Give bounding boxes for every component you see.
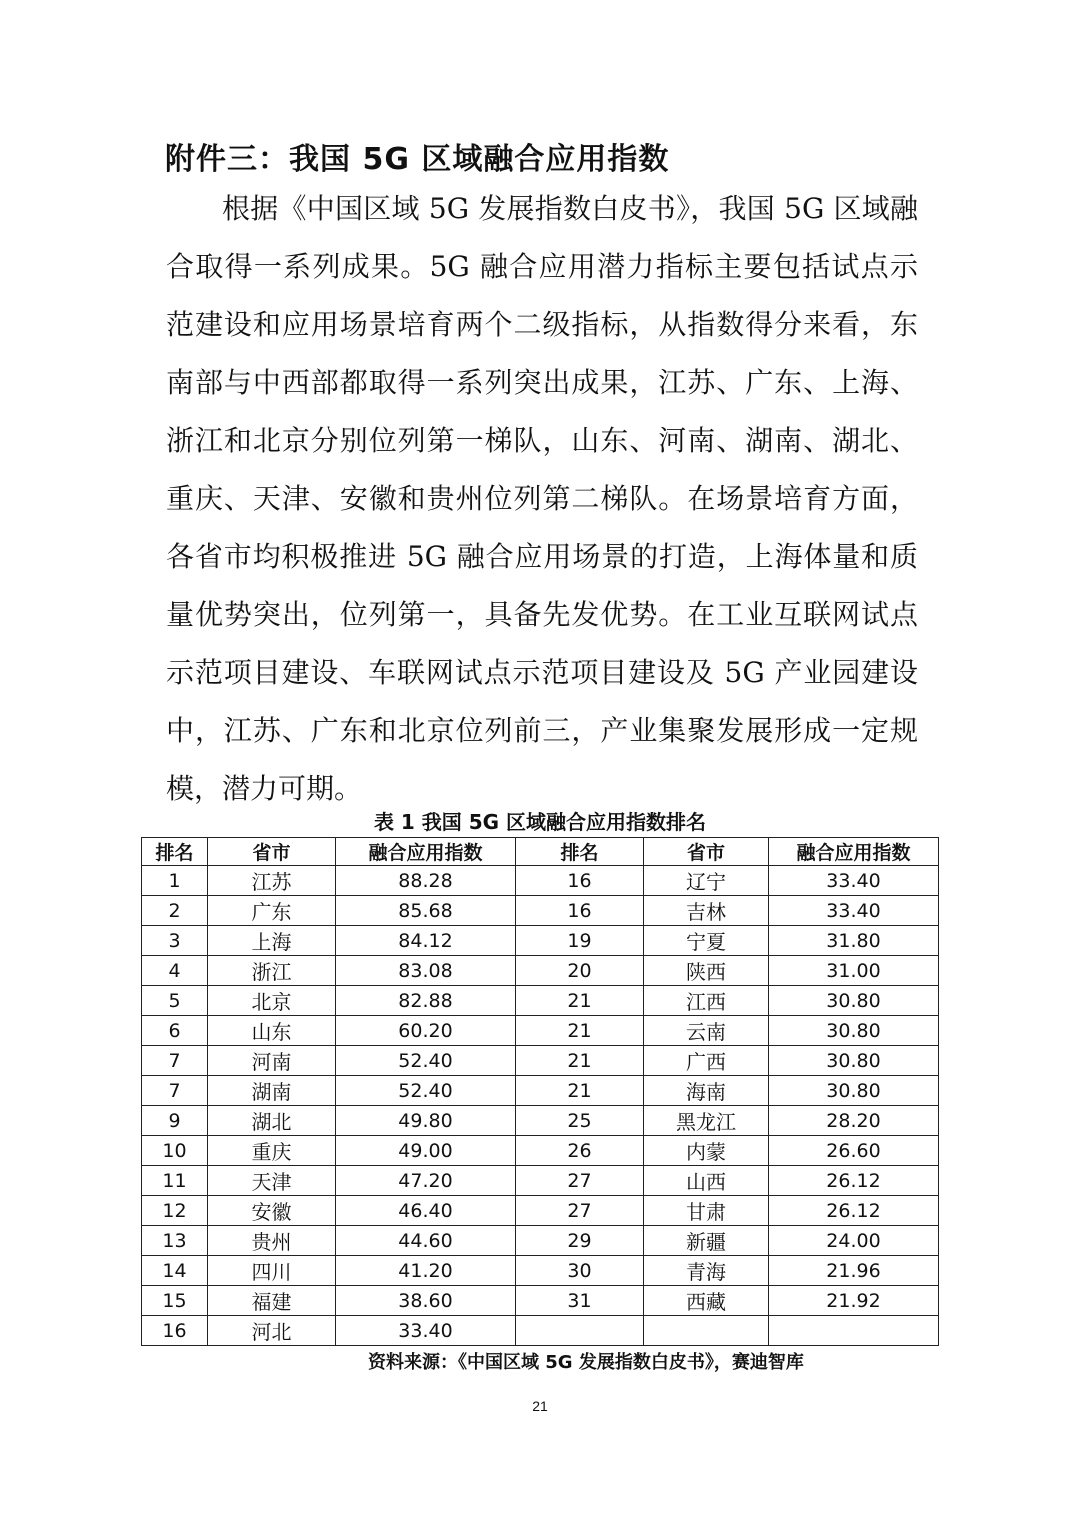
rank-cell: 9	[142, 1106, 208, 1136]
index-cell: 47.20	[336, 1166, 516, 1196]
header-rank: 排名	[516, 838, 644, 866]
province-cell: 贵州	[208, 1226, 336, 1256]
province-cell: 福建	[208, 1286, 336, 1316]
rank-cell: 27	[516, 1166, 644, 1196]
province-cell: 内蒙	[644, 1136, 769, 1166]
index-cell: 26.60	[769, 1136, 939, 1166]
rank-cell: 11	[142, 1166, 208, 1196]
table-row	[142, 1226, 939, 1256]
province-cell: 山东	[208, 1016, 336, 1046]
index-cell: 24.00	[769, 1226, 939, 1256]
province-cell: 广东	[208, 896, 336, 926]
province-cell: 四川	[208, 1256, 336, 1286]
index-cell: 85.68	[336, 896, 516, 926]
province-cell: 河北	[208, 1316, 336, 1346]
index-cell: 52.40	[336, 1076, 516, 1106]
index-cell: 28.20	[769, 1106, 939, 1136]
table-row	[142, 926, 939, 956]
index-cell: 30.80	[769, 1076, 939, 1106]
table-row	[142, 1016, 939, 1046]
table-row	[142, 1316, 939, 1346]
index-cell: 49.00	[336, 1136, 516, 1166]
province-cell: 山西	[644, 1166, 769, 1196]
province-cell: 新疆	[644, 1226, 769, 1256]
index-cell: 31.80	[769, 926, 939, 956]
header-index: 融合应用指数	[336, 838, 516, 866]
province-cell: 浙江	[208, 956, 336, 986]
rank-cell: 12	[142, 1196, 208, 1226]
paragraph-line: 根据《中国区域 5G 发展指数白皮书》，我国 5G 区域融	[222, 192, 918, 225]
index-cell: 52.40	[336, 1046, 516, 1076]
table-header-row	[142, 838, 939, 866]
table-body	[142, 866, 939, 1346]
rank-cell: 10	[142, 1136, 208, 1166]
table-row	[142, 1256, 939, 1286]
index-cell: 30.80	[769, 1046, 939, 1076]
rank-cell: 30	[516, 1256, 644, 1286]
province-cell: 江苏	[208, 866, 336, 896]
body-paragraph	[166, 180, 918, 818]
table-caption: 表 1 我国 5G 区域融合应用指数排名	[373, 810, 707, 834]
index-cell: 21.96	[769, 1256, 939, 1286]
paragraph-line: 浙江和北京分别位列第一梯队，山东、河南、湖南、湖北、	[166, 424, 918, 457]
ranking-table	[141, 837, 939, 1346]
table-row	[142, 896, 939, 926]
province-cell: 河南	[208, 1046, 336, 1076]
table-row	[142, 1136, 939, 1166]
province-cell	[644, 1316, 769, 1346]
rank-cell: 7	[142, 1076, 208, 1106]
index-cell: 44.60	[336, 1226, 516, 1256]
header-index: 融合应用指数	[769, 838, 939, 866]
rank-cell: 15	[142, 1286, 208, 1316]
table-row	[142, 1286, 939, 1316]
index-cell: 60.20	[336, 1016, 516, 1046]
rank-cell: 2	[142, 896, 208, 926]
province-cell: 宁夏	[644, 926, 769, 956]
rank-cell: 13	[142, 1226, 208, 1256]
province-cell: 北京	[208, 986, 336, 1016]
index-cell: 33.40	[336, 1316, 516, 1346]
paragraph-line: 合取得一系列成果。5G 融合应用潜力指标主要包括试点示	[166, 250, 918, 283]
page-heading: 附件三：我国 5G 区域融合应用指数	[165, 142, 670, 177]
rank-cell: 16	[142, 1316, 208, 1346]
index-cell: 49.80	[336, 1106, 516, 1136]
paragraph-line: 模，潜力可期。	[166, 772, 363, 805]
rank-cell: 19	[516, 926, 644, 956]
province-cell: 湖北	[208, 1106, 336, 1136]
paragraph-line: 南部与中西部都取得一系列突出成果，江苏、广东、上海、	[166, 366, 918, 399]
index-cell: 30.80	[769, 986, 939, 1016]
province-cell: 海南	[644, 1076, 769, 1106]
province-cell: 西藏	[644, 1286, 769, 1316]
table-row	[142, 1196, 939, 1226]
rank-cell: 3	[142, 926, 208, 956]
province-cell: 陕西	[644, 956, 769, 986]
rank-cell: 27	[516, 1196, 644, 1226]
index-cell: 46.40	[336, 1196, 516, 1226]
rank-cell: 1	[142, 866, 208, 896]
index-cell: 41.20	[336, 1256, 516, 1286]
rank-cell: 16	[516, 896, 644, 926]
index-cell: 33.40	[769, 896, 939, 926]
rank-cell: 7	[142, 1046, 208, 1076]
index-cell: 38.60	[336, 1286, 516, 1316]
rank-cell: 21	[516, 1076, 644, 1106]
province-cell: 黑龙江	[644, 1106, 769, 1136]
province-cell: 甘肃	[644, 1196, 769, 1226]
paragraph-line: 中，江苏、广东和北京位列前三，产业集聚发展形成一定规	[166, 714, 918, 747]
paragraph-line: 示范项目建设、车联网试点示范项目建设及 5G 产业园建设	[166, 656, 918, 689]
table-row	[142, 956, 939, 986]
page-number: 21	[532, 1398, 548, 1414]
index-cell: 33.40	[769, 866, 939, 896]
table-row	[142, 1166, 939, 1196]
rank-cell: 31	[516, 1286, 644, 1316]
table-row	[142, 1076, 939, 1106]
province-cell: 上海	[208, 926, 336, 956]
index-cell: 30.80	[769, 1016, 939, 1046]
table-row	[142, 1106, 939, 1136]
rank-cell: 4	[142, 956, 208, 986]
province-cell: 云南	[644, 1016, 769, 1046]
index-cell: 21.92	[769, 1286, 939, 1316]
index-cell: 82.88	[336, 986, 516, 1016]
province-cell: 天津	[208, 1166, 336, 1196]
index-cell: 88.28	[336, 866, 516, 896]
header-rank: 排名	[142, 838, 208, 866]
rank-cell: 6	[142, 1016, 208, 1046]
index-cell: 83.08	[336, 956, 516, 986]
source-note: 资料来源：《中国区域 5G 发展指数白皮书》，赛迪智库	[368, 1352, 804, 1373]
rank-cell: 5	[142, 986, 208, 1016]
index-cell: 26.12	[769, 1196, 939, 1226]
rank-cell: 29	[516, 1226, 644, 1256]
paragraph-line: 范建设和应用场景培育两个二级指标，从指数得分来看，东	[166, 308, 918, 341]
province-cell: 辽宁	[644, 866, 769, 896]
rank-cell: 20	[516, 956, 644, 986]
index-cell: 31.00	[769, 956, 939, 986]
rank-cell: 21	[516, 986, 644, 1016]
paragraph-line: 量优势突出，位列第一，具备先发优势。在工业互联网试点	[166, 598, 918, 631]
header-province: 省市	[644, 838, 769, 866]
province-cell: 安徽	[208, 1196, 336, 1226]
rank-cell: 26	[516, 1136, 644, 1166]
table-row	[142, 986, 939, 1016]
province-cell: 广西	[644, 1046, 769, 1076]
province-cell: 湖南	[208, 1076, 336, 1106]
table-row	[142, 1046, 939, 1076]
province-cell: 青海	[644, 1256, 769, 1286]
province-cell: 重庆	[208, 1136, 336, 1166]
rank-cell: 21	[516, 1016, 644, 1046]
rank-cell	[516, 1316, 644, 1346]
province-cell: 江西	[644, 986, 769, 1016]
paragraph-line: 重庆、天津、安徽和贵州位列第二梯队。在场景培育方面，	[166, 482, 918, 515]
index-cell	[769, 1316, 939, 1346]
index-cell: 84.12	[336, 926, 516, 956]
rank-cell: 25	[516, 1106, 644, 1136]
rank-cell: 21	[516, 1046, 644, 1076]
paragraph-line: 各省市均积极推进 5G 融合应用场景的打造，上海体量和质	[166, 540, 918, 573]
table-row	[142, 866, 939, 896]
rank-cell: 16	[516, 866, 644, 896]
header-province: 省市	[208, 838, 336, 866]
rank-cell: 14	[142, 1256, 208, 1286]
index-cell: 26.12	[769, 1166, 939, 1196]
province-cell: 吉林	[644, 896, 769, 926]
